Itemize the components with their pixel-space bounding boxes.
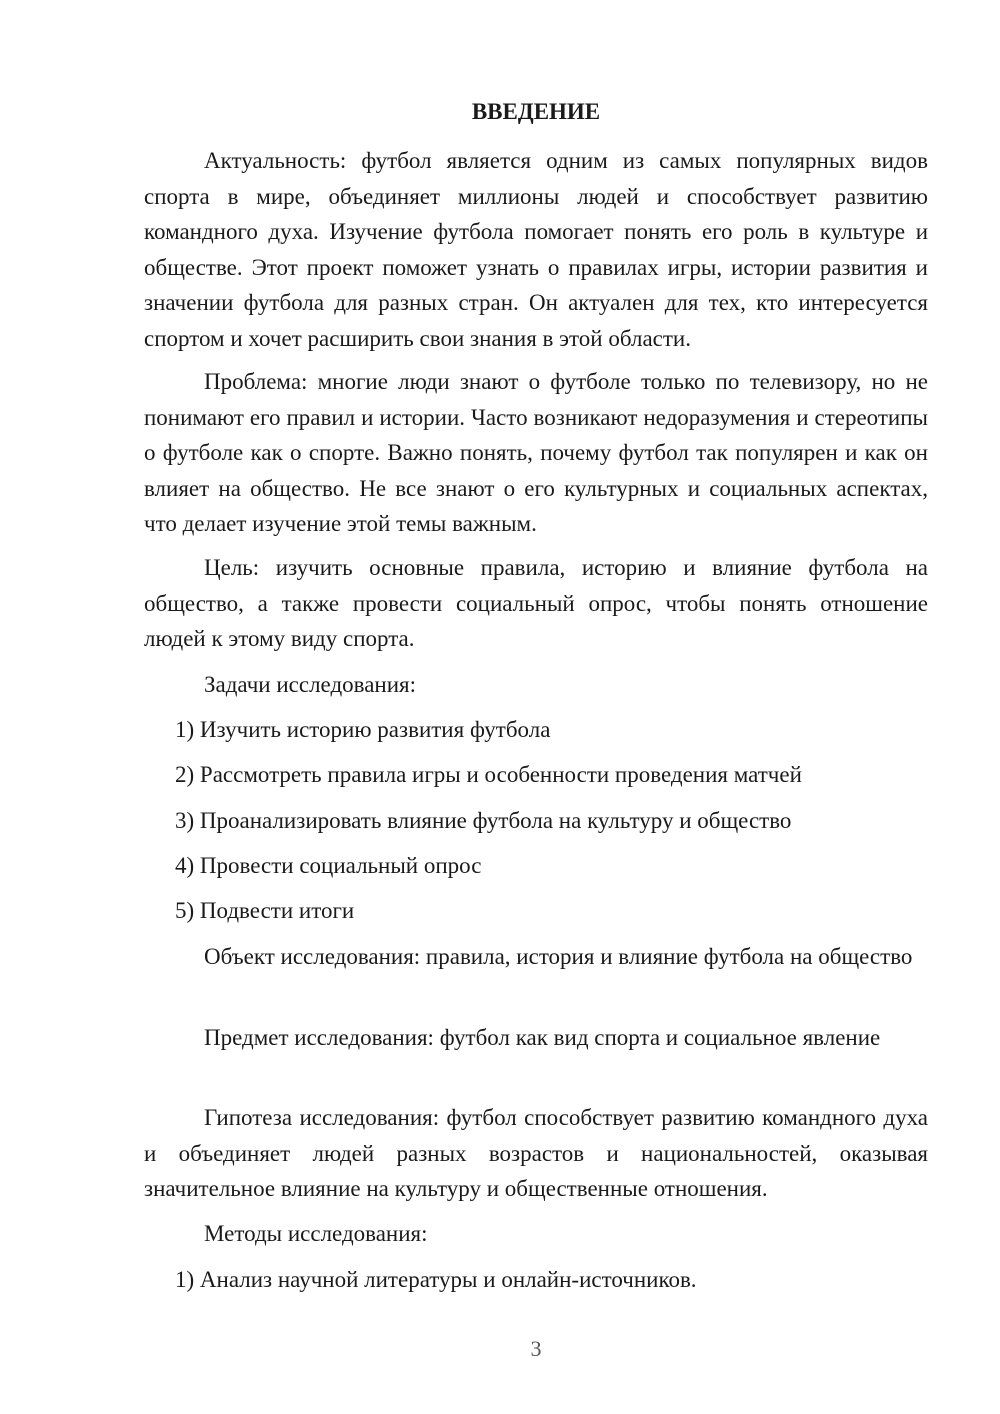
document-page — [144, 0, 928, 1414]
tasks-heading: Задачи исследования: — [204, 672, 417, 697]
task-list-item: 1) Изучить историю развития футбола — [175, 717, 551, 742]
page-number: 3 — [530, 1336, 542, 1361]
page-title: ВВЕДЕНИЕ — [471, 99, 601, 124]
subject-paragraph: Предмет исследования: футбол как вид спорта и социальное явление — [204, 1025, 881, 1050]
task-list-item: 5) Подвести итоги — [175, 898, 355, 923]
task-list-item: 2) Рассмотреть правила игры и особенности проведения матчей — [175, 762, 802, 787]
hypothesis-paragraph: Гипотеза исследования: футбол способствует развитию командного духа и объединяет людей разных возрастов и национальностей, оказывая значительное влияние на культуру и общественные отношения. — [144, 1105, 928, 1202]
goal-paragraph: Цель: изучить основные правила, историю и влияние футбола на общество, а также провести социальный опрос, чтобы понять отношение людей к этому виду спорта. — [144, 555, 928, 652]
problem-paragraph: Проблема: многие люди знают о футболе только по телевизору, но не понимают его правил и истории. Часто возникают недоразумения и стереотипы о футболе как о спорте. Важно понять, почему футбол так популярен и как он влияет на общество. Не все знают о его культурных и социальных аспектах, что делает изучение этой темы важным. — [144, 369, 928, 537]
relevance-paragraph: Актуальность: футбол является одним из самых популярных видов спорта в мире, объединяет миллионы людей и способствует развитию командного духа. Изучение футбола помогает понять его роль в культуре и обществе. Этот проект поможет узнать о правилах игры, истории развития и значении футбола для разных стран. Он актуален для тех, кто интересуется спортом и хочет расширить свои знания в этой области. — [144, 148, 928, 351]
object-paragraph: Объект исследования: правила, история и влияние футбола на общество — [204, 944, 913, 969]
methods-heading: Методы исследования: — [204, 1221, 428, 1246]
task-list-item: 3) Проанализировать влияние футбола на культуру и общество — [175, 808, 792, 833]
method-list-item: 1) Анализ научной литературы и онлайн-источников. — [175, 1267, 697, 1292]
task-list-item: 4) Провести социальный опрос — [175, 853, 482, 878]
